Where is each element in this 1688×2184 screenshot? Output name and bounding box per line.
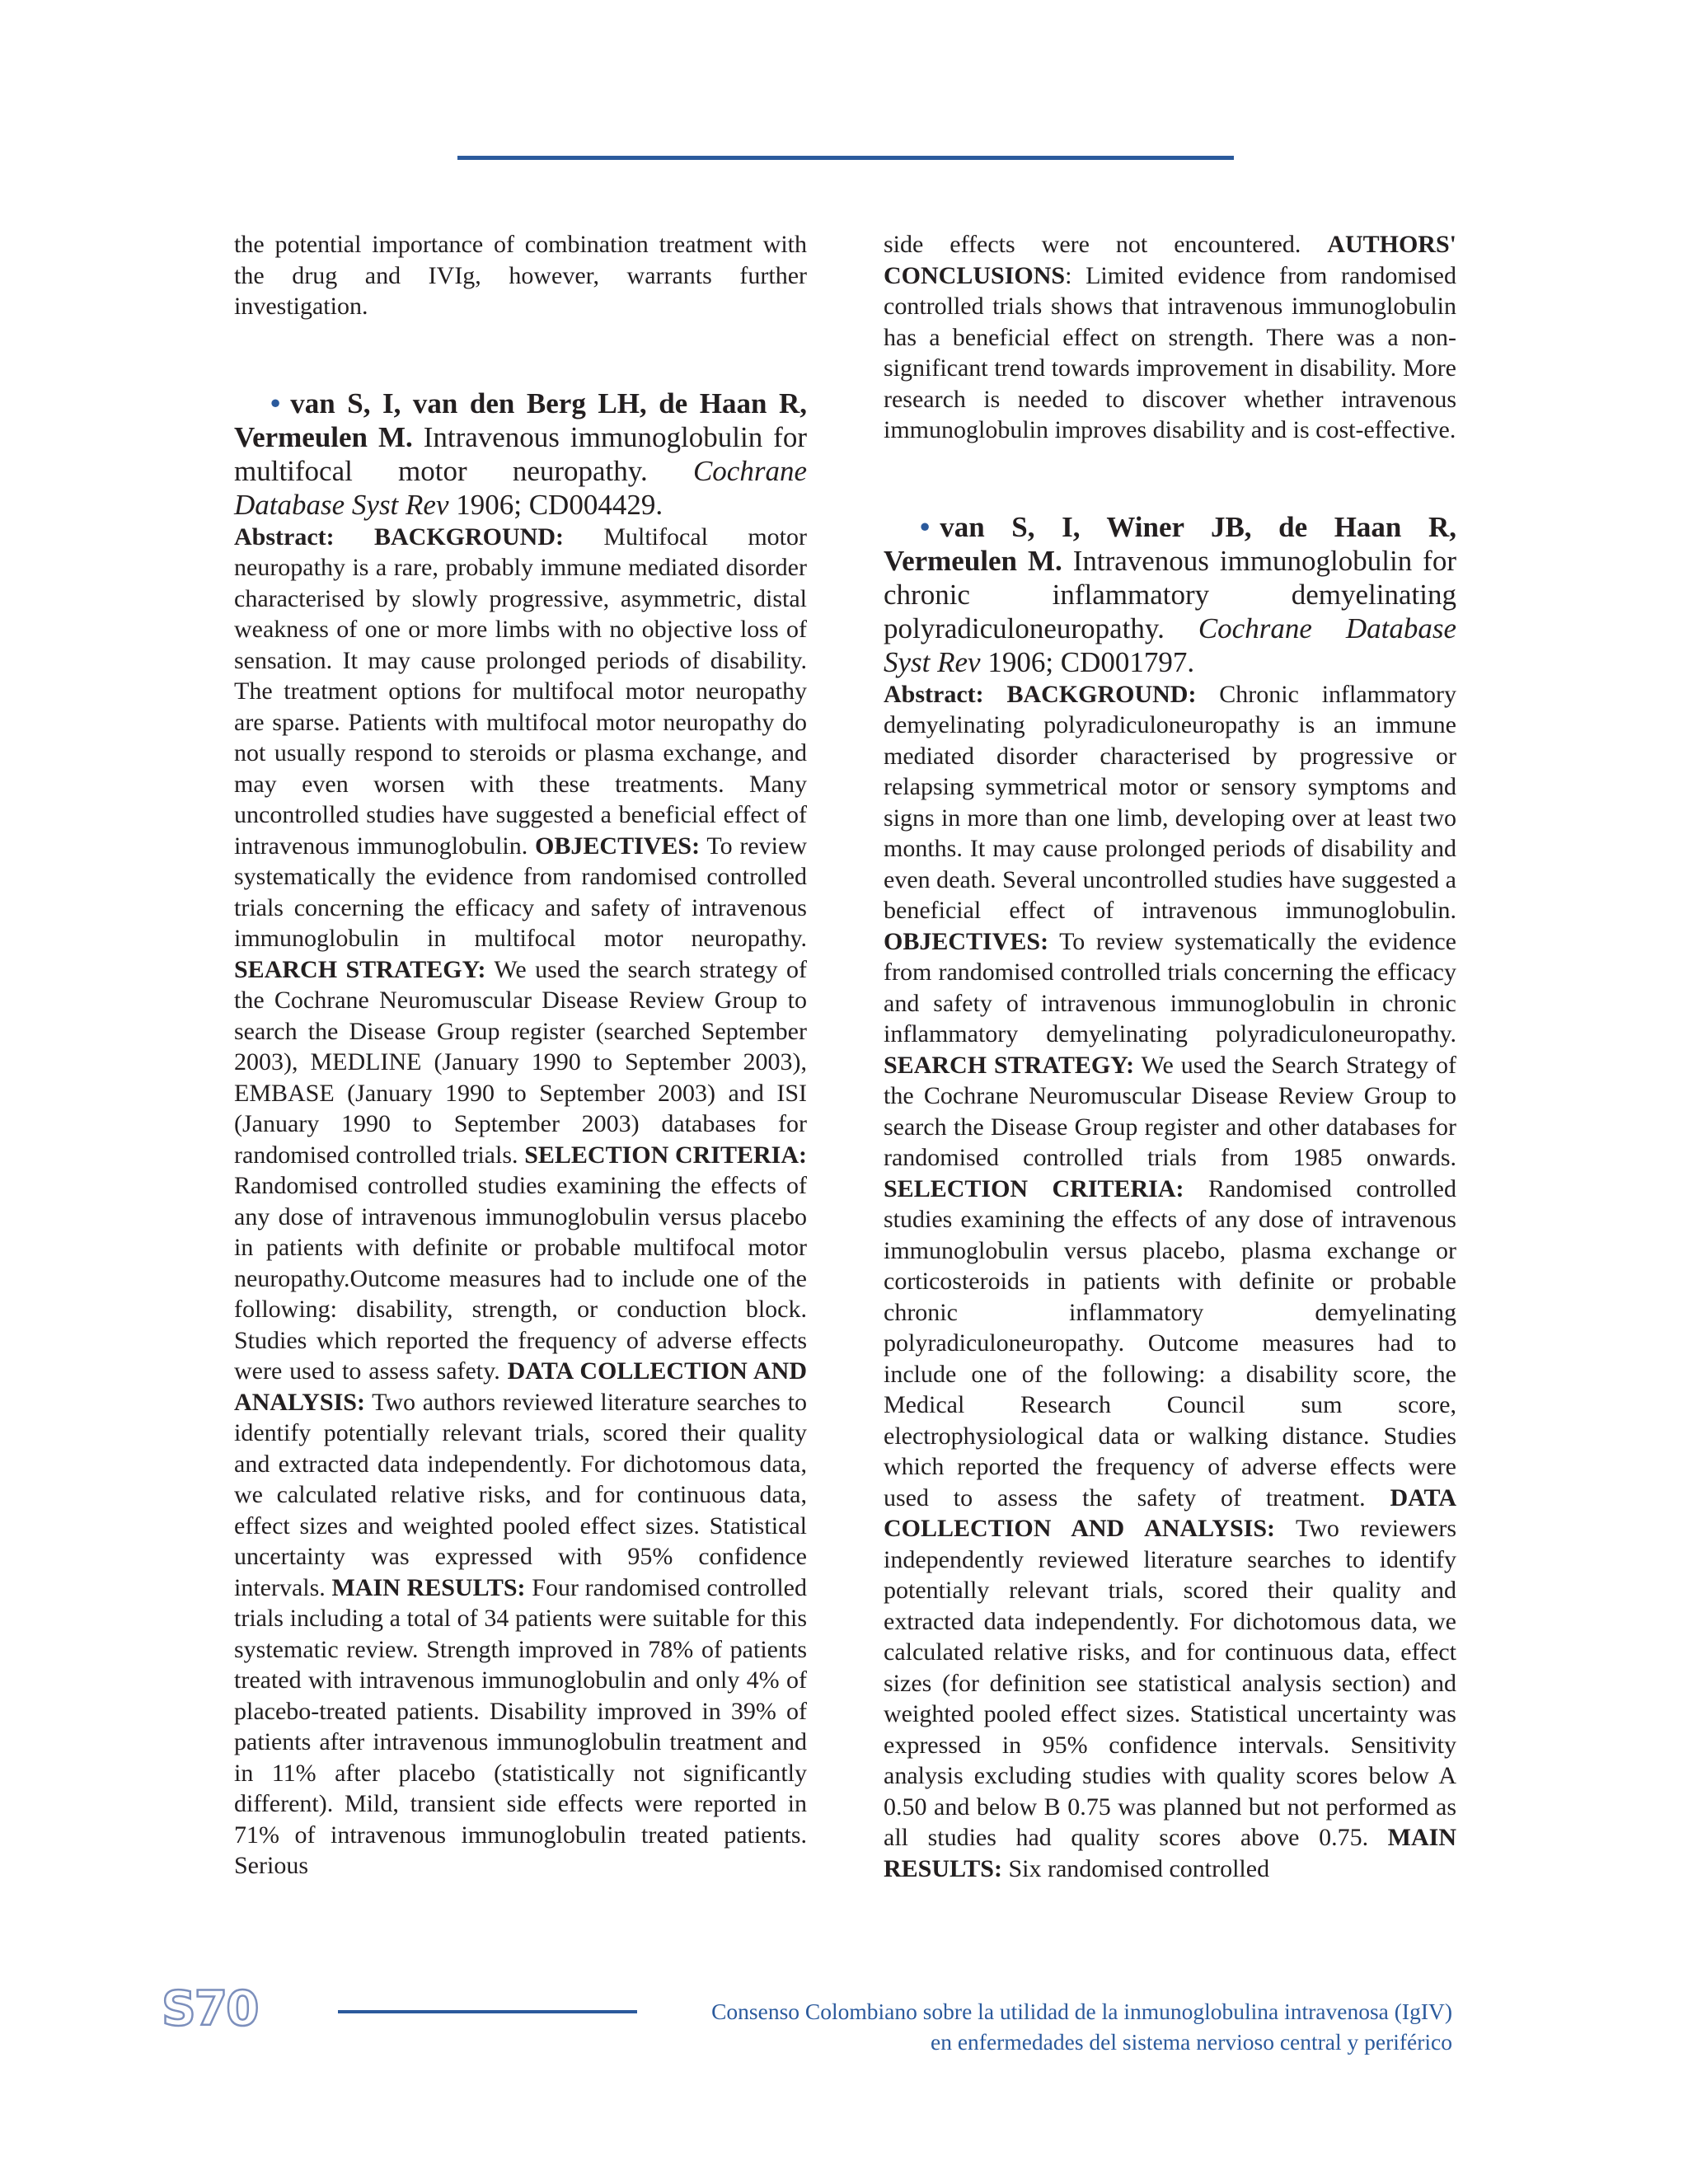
data-collection-text: Two reviewers independently reviewed literature searches to identify potentially relevant trials, scored their quality and extracted data independently. For dichotomous data, we calculated relative risks, and for continuous data, effect sizes (for definition see statistical analysis section) and weighted pooled effect sizes. Statistical uncertainty was expressed in 95% confidence intervals. Sensitivity analysis excluding studies with quality scores below A 0.50 and below B 0.75 was planned but not performed as all studies had quality scores above 0.75. (884, 1515, 1456, 1851)
search-strategy-label: SEARCH STRATEGY: (234, 955, 486, 983)
reference-authors: van S, I, van den Berg LH, de Haan R, Vermeulen M. (234, 387, 807, 453)
left-column (234, 229, 807, 1882)
footer-line-1: Consenso Colombiano sobre la utilidad de la inmunoglobulina intravenosa (IgIV) (711, 1999, 1452, 2024)
reference-citation: 1906; CD001797. (980, 645, 1195, 678)
background-text: Chronic inflammatory demyelinating polyradiculoneuropathy is an immune mediated disorder characterised by progressive or relapsing symmetrical motor or sensory symptoms and signs in more than one limb, developing over at least two months. It may cause prolonged periods of disability and even death. Several uncontrolled studies have suggested a beneficial effect of intravenous immunoglobulin. (884, 680, 1456, 924)
selection-criteria-label: SELECTION CRITERIA: (524, 1141, 807, 1169)
main-results-text: Four randomised controlled trials including a total of 34 patients were suitable for this systematic review. Strength improved in 78% of patients treated with intravenous immunoglobulin and only 4% of placebo-treated patients. Disability improved in 39% of patients after intravenous immunoglobulin treatment and in 11% after placebo (statistically not significantly different). Mild, transient side effects were reported in 71% of intravenous immunoglobulin treated patients. Serious (234, 1573, 807, 1879)
header-rule (457, 156, 1234, 160)
running-footer (651, 1996, 1452, 2057)
footer-rule (338, 2010, 637, 2013)
selection-criteria-label: SELECTION CRITERIA: (884, 1174, 1184, 1202)
selection-criteria-text: Randomised controlled studies examining the effects of any dose of intravenous immunoglobulin versus placebo in patients with definite or probable multifocal motor neuropathy.Outcome measures had to include one of the following: disability, strength, or conduction block. Studies which reported the frequency of adverse effects were used to assess safety. (234, 1172, 807, 1385)
continued-text: side effects were not encountered. (884, 231, 1328, 258)
reference-citation: 1906; CD004429. (448, 488, 663, 521)
reference-journal: Cochrane Database Syst Rev (234, 454, 807, 521)
background-label: BACKGROUND: (1006, 680, 1197, 708)
conclusions-label: AUTHORS' CONCLUSIONS (884, 231, 1456, 289)
reference-title: Intravenous immunoglobulin for chronic inflammatory demyelinating polyradiculoneuropathy. (884, 544, 1456, 644)
main-results-label: MAIN RESULTS: (884, 1824, 1456, 1882)
search-strategy-text: We used the search strategy of the Cochrane Neuromuscular Disease Review Group to search the Disease Group register (searched September 2003), MEDLINE (January 1990 to September 2003), EMBASE (January 1990 to September 2003) and ISI (January 1990 to September 2003) databases for randomised controlled trials. (234, 955, 807, 1169)
objectives-label: OBJECTIVES: (535, 832, 701, 860)
right-column (884, 229, 1456, 1884)
abstract-label: Abstract: (884, 680, 1007, 708)
intro-text: the potential importance of combination treatment with the drug and IVIg, however, warrants further investigation. (234, 231, 807, 320)
background-text: Multifocal motor neuropathy is a rare, probably immune mediated disorder characterised by slowly progressive, asymmetric, distal weakness of one or more limbs with no objective loss of sensation. It may cause prolonged periods of disability. The treatment options for multifocal motor neuropathy are sparse. Patients with multifocal motor neuropathy do not usually respond to steroids or plasma exchange, and may even worsen with these treatments. Many uncontrolled studies have suggested a beneficial effect of intravenous immunoglobulin. (234, 523, 807, 860)
bullet-icon: • (270, 387, 281, 419)
search-strategy-text: We used the Search Strategy of the Cochrane Neuromuscular Disease Review Group to search the Disease Group register and other databases for randomised controlled trials from 1985 onwards. (884, 1051, 1456, 1171)
objectives-label: OBJECTIVES: (884, 927, 1049, 955)
abstract (884, 679, 1456, 1885)
search-strategy-label: SEARCH STRATEGY: (884, 1051, 1135, 1079)
reference-entry (884, 510, 1456, 679)
bullet-icon: • (920, 510, 931, 543)
data-collection-text: Two authors reviewed literature searches to identify potentially relevant trials, scored their quality and extracted data independently. For dichotomous data, we calculated relative risks, and for continuous data, effect sizes and weighted pooled effect sizes. Statistical uncertainty was expressed with 95% confidence intervals. (234, 1388, 807, 1601)
selection-criteria-text: Randomised controlled studies examining the effects of any dose of intravenous immunoglobulin versus placebo, plasma exchange or corticosteroids in patients with definite or probable chronic inflammatory demyelinating polyradiculoneuropathy. Outcome measures had to include one of the following: a disability score, the Medical Research Council sum score, electrophysiological data or walking distance. Studies which reported the frequency of adverse effects were used to assess the safety of treatment. (884, 1174, 1456, 1511)
reference-journal: Cochrane Database Syst Rev (884, 612, 1456, 678)
conclusions-text: : Limited evidence from randomised controlled trials shows that intravenous immunoglobulin has a beneficial effect on strength. There was a non-significant trend towards improvement in disability. More research is needed to discover whether intravenous immunoglobulin improves disability and is cost-effective. (884, 261, 1456, 443)
data-collection-label: DATA COLLECTION AND ANALYSIS: (884, 1483, 1456, 1542)
reference-entry (234, 387, 807, 522)
main-results-label: MAIN RESULTS: (331, 1573, 526, 1601)
data-collection-label: DATA COLLECTION AND ANALYSIS: (234, 1357, 807, 1416)
background-label: BACKGROUND: (373, 523, 564, 551)
footer-line-2: en enfermedades del sistema nervioso central y periférico (931, 2029, 1452, 2055)
page-number: S70 (162, 1980, 258, 2036)
objectives-text: To review systematically the evidence from randomised controlled trials concerning the efficacy and safety of intravenous immunoglobulin in multifocal motor neuropathy. (234, 832, 807, 952)
main-results-text: Six randomised controlled (1001, 1854, 1270, 1882)
abstract-label: Abstract: (234, 523, 374, 551)
continued-abstract (884, 229, 1456, 446)
reference-title: Intravenous immunoglobulin for multifocal motor neuropathy. (234, 420, 807, 487)
objectives-text: To review systematically the evidence from randomised controlled trials concerning the efficacy and safety of intravenous immunoglobulin in chronic inflammatory demyelinating polyradiculoneuropathy. (884, 927, 1456, 1047)
abstract (234, 522, 807, 1882)
reference-authors: van S, I, Winer JB, de Haan R, Vermeulen M. (884, 510, 1456, 577)
